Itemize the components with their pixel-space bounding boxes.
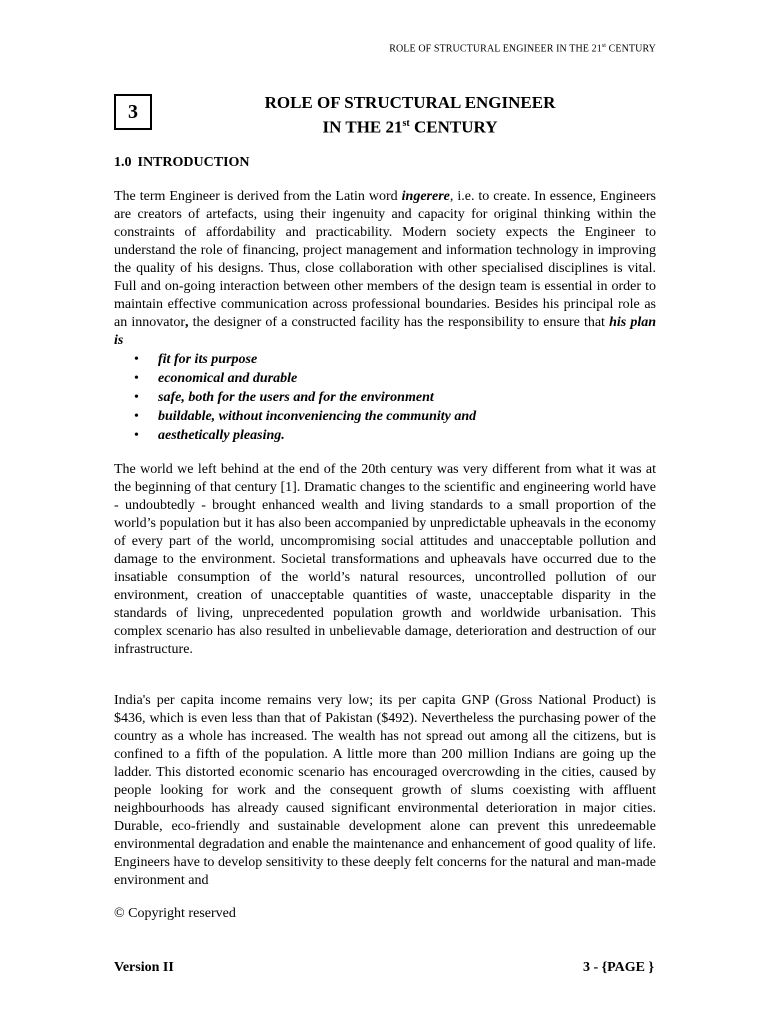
chapter-title-line2-end: CENTURY	[409, 117, 498, 137]
paragraph-1	[114, 188, 656, 350]
copyright-notice: © Copyright reserved	[114, 906, 236, 921]
list-item	[134, 407, 656, 426]
list-item	[134, 350, 656, 369]
chapter-title-line2	[210, 113, 610, 138]
paragraph-2: The world we left behind at the end of the 20th century was very different from what it was at the beginning of that century [1]. Dramatic changes to the scientific and engineering world have - undoubtedly - brought enhanced wealth and living standards to a small proportion of the world’s population but it has also been accompanied by unpredictable upheavals in the economy of every part of the world, uncompromising social attitudes and unacceptable pollution and damage to the environment. Societal transformations and upheavals have occurred due to the insatiable consumption of the world’s natural resources, uncontrolled pollution of our environment, creation of unacceptable quantities of waste, unacceptable disparity in the standards of living, unprecedented population growth and worldwide urbanisation. This complex scenario has also resulted in unbelievable damage, deterioration and destruction of our infrastructure.	[114, 462, 656, 657]
chapter-title	[210, 92, 610, 138]
bullet-icon: •	[134, 428, 139, 443]
footer-page-number: 3 - {PAGE }	[582, 960, 654, 975]
latin-term: ingerere	[401, 189, 450, 204]
design-criteria-list	[114, 350, 656, 445]
section-number: 1.0	[114, 155, 132, 170]
paragraph-1-bold-comma: ,	[185, 315, 189, 330]
paragraph-3: India's per capita income remains very low; its per capita GNP (Gross National Product) is $436, which is even less than that of Pakistan ($492). Nevertheless the purchasing power of the country as a whole has increased. The wealth has not spread out among all the citizens, but is confined to a fifth of the population. A little more than 200 million Indians are going up the ladder. This distorted economic scenario has encouraged overcrowding in the cities, caused by people looking for work and the consequent growth of slums coexisting with affluent neighbourhoods has already caused significant environmental deterioration in major cities. Durable, eco-friendly and sustainable development alone can prevent this unredeemable environmental degradation and enable the maintenance and enhancement of good quality of life. Engineers have to develop sensitivity to these deeply felt concerns for the natural and man-made environment and	[114, 693, 656, 888]
list-item-text: aesthetically pleasing.	[158, 428, 285, 443]
introduction-paragraph	[114, 188, 656, 445]
running-header	[0, 43, 656, 54]
bullet-icon: •	[134, 371, 139, 386]
section-heading	[114, 155, 250, 171]
list-item-text: safe, both for the users and for the environment	[158, 390, 434, 405]
paragraph-1-text-cont: , i.e. to create. In essence, Engineers are creators of artefacts, using their ingenuity and capacity for original thinking within the constraints of affordability and practicability. Modern society expects the Engineer to understand the role of financing, project management and information technology in improving the quality of his designs. Thus, close collaboration with other specialised disciplines is vital. Full and on-going interaction between other members of the design team is essential in order to maintain effective communication across professional boundaries. Besides his principal role as an innovator	[114, 189, 657, 330]
footer-version: Version II	[114, 960, 174, 975]
chapter-title-superscript: st	[402, 118, 410, 129]
list-item-text: economical and durable	[158, 371, 298, 386]
list-item	[134, 426, 656, 445]
list-item-text: fit for its purpose	[158, 352, 258, 367]
chapter-title-line2-text: IN THE 21	[322, 117, 403, 137]
running-header-text: ROLE OF STRUCTURAL ENGINEER IN THE 21	[389, 43, 602, 55]
bullet-icon: •	[134, 352, 139, 367]
section-title: INTRODUCTION	[137, 155, 250, 170]
list-item	[134, 388, 656, 407]
paragraph-1-text-end: the designer of a constructed facility has the responsibility to ensure that	[188, 315, 610, 330]
list-item	[134, 369, 656, 388]
chapter-title-line1: ROLE OF STRUCTURAL ENGINEER	[264, 93, 556, 112]
list-item-text: buildable, without inconveniencing the community and	[158, 409, 477, 424]
running-header-text-end: CENTURY	[606, 43, 656, 55]
chapter-number-box: 3	[114, 94, 152, 130]
running-header-superscript: st	[601, 43, 607, 49]
bullet-icon: •	[134, 409, 139, 424]
bullet-icon: •	[134, 390, 139, 405]
paragraph-1-emphasis: his plan is	[114, 315, 656, 348]
paragraph-1-text: The term Engineer is derived from the Latin word	[114, 189, 402, 204]
